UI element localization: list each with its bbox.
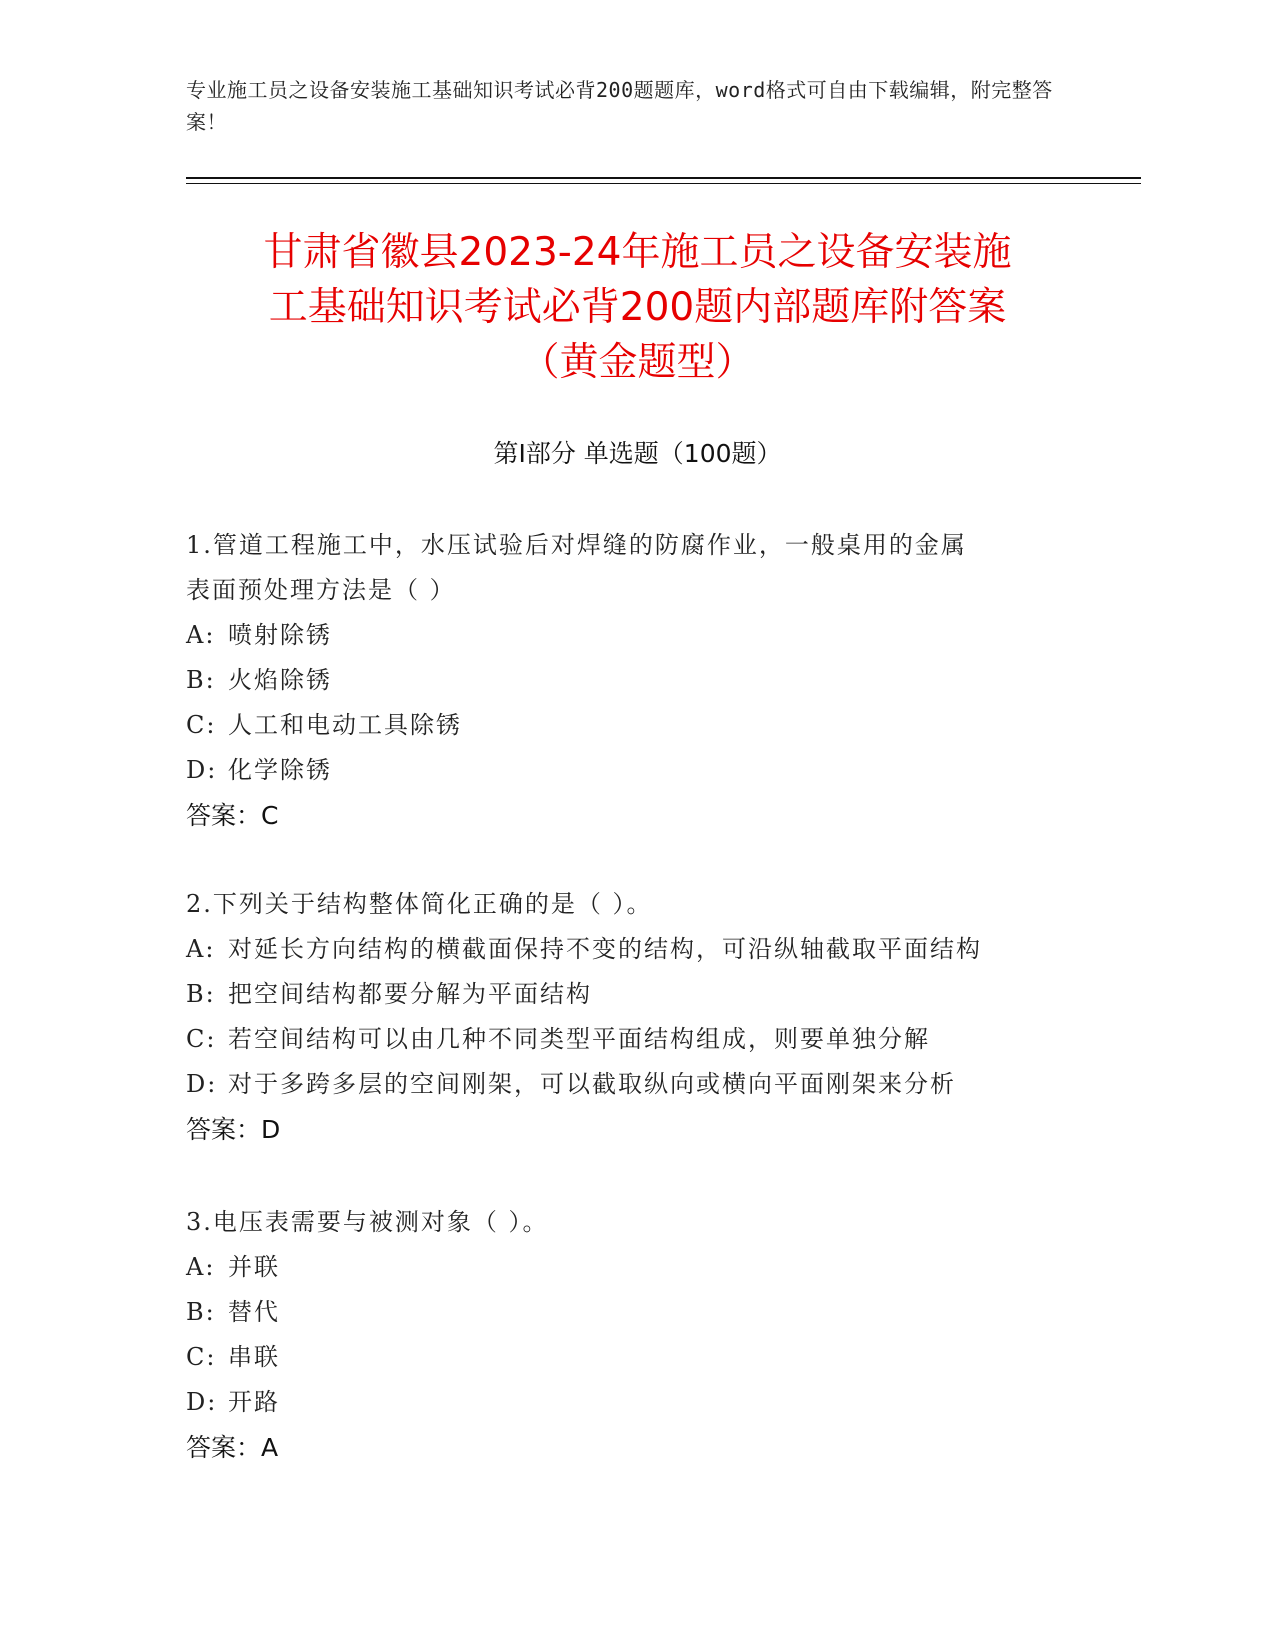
- document-title: [160, 225, 1115, 390]
- answer: 答案：D: [186, 1115, 281, 1144]
- option-d: [186, 1062, 1086, 1107]
- option-a: [186, 927, 1086, 972]
- question-1: [186, 523, 1086, 838]
- option-key: C:: [186, 1343, 217, 1371]
- question-stem: 3.电压表需要与被测对象（ ）。: [186, 1208, 549, 1236]
- option-key: D:: [186, 756, 218, 784]
- option-key: D:: [186, 1070, 218, 1098]
- question-3: [186, 1200, 1086, 1470]
- option-key: A:: [186, 935, 216, 963]
- option-c: [186, 1017, 1086, 1062]
- title-line: （黄金题型）: [520, 340, 755, 385]
- title-line: 工基础知识考试必背200题内部题库附答案: [268, 285, 1007, 330]
- option-key: B:: [186, 980, 216, 1008]
- option-key: B:: [186, 666, 216, 694]
- option-text: 若空间结构可以由几种不同类型平面结构组成，则要单独分解: [228, 1025, 930, 1053]
- option-text: 对延长方向结构的横截面保持不变的结构，可沿纵轴截取平面结构: [228, 935, 982, 963]
- option-key: C:: [186, 711, 217, 739]
- option-text: 对于多跨多层的空间刚架，可以截取纵向或横向平面刚架来分析: [228, 1070, 956, 1098]
- option-text: 化学除锈: [228, 756, 332, 784]
- question-stem: 2.下列关于结构整体简化正确的是（ ）。: [186, 890, 653, 918]
- option-key: D:: [186, 1388, 218, 1416]
- option-b: [186, 972, 1086, 1017]
- answer: 答案：A: [186, 1433, 279, 1462]
- option-text: 并联: [228, 1253, 280, 1281]
- option-b: [186, 658, 1086, 703]
- option-c: [186, 703, 1086, 748]
- option-text: 把空间结构都要分解为平面结构: [228, 980, 592, 1008]
- option-key: C:: [186, 1025, 217, 1053]
- option-text: 串联: [228, 1343, 280, 1371]
- option-text: 开路: [228, 1388, 280, 1416]
- header-note: 专业施工员之设备安装施工基础知识考试必背200题题库，word格式可自由下载编辑，附完整答案！: [186, 78, 1053, 134]
- question-stem: 表面预处理方法是（ ）: [186, 576, 456, 604]
- option-a: [186, 613, 1086, 658]
- section-title: 第Ⅰ部分 单选题（100题）: [493, 439, 782, 468]
- option-a: [186, 1245, 1086, 1290]
- option-key: A:: [186, 1253, 216, 1281]
- option-key: A:: [186, 621, 216, 649]
- header-rule-thick: [186, 177, 1141, 179]
- option-text: 火焰除锈: [228, 666, 332, 694]
- option-text: 喷射除锈: [228, 621, 332, 649]
- question-2: [186, 882, 1086, 1152]
- title-line: 甘肃省徽县2023-24年施工员之设备安装施: [263, 230, 1012, 275]
- option-text: 人工和电动工具除锈: [228, 711, 462, 739]
- option-text: 替代: [228, 1298, 280, 1326]
- question-stem: 1.管道工程施工中，水压试验后对焊缝的防腐作业，一般桌用的金属: [186, 531, 967, 559]
- option-b: [186, 1290, 1086, 1335]
- answer: 答案：C: [186, 801, 279, 830]
- option-d: [186, 1380, 1086, 1425]
- header-rule-thin: [186, 183, 1141, 184]
- option-key: B:: [186, 1298, 216, 1326]
- option-d: [186, 748, 1086, 793]
- option-c: [186, 1335, 1086, 1380]
